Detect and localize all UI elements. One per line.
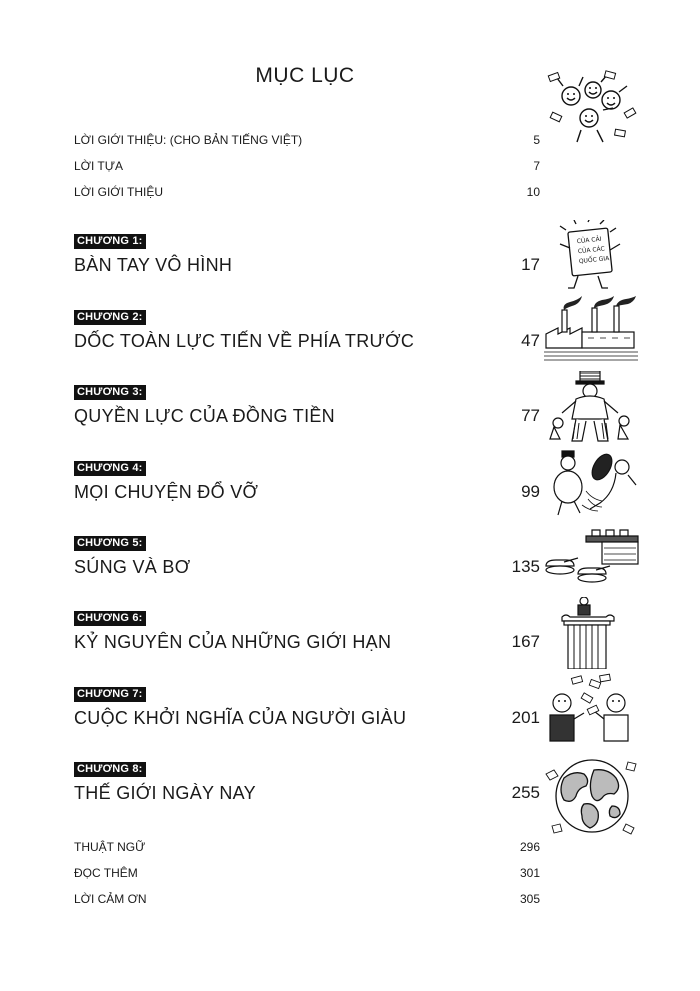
man-on-column-icon: [542, 597, 640, 669]
uncle-sam-giant-icon: [542, 371, 640, 443]
cheering-crowd-money-icon: [545, 70, 637, 150]
toc-entry-intro[interactable]: [74, 179, 540, 205]
toc-chapter-8[interactable]: [74, 762, 640, 832]
front-matter-list: [74, 127, 540, 205]
entry-page: 5: [533, 133, 540, 147]
chapter-label: CHƯƠNG 7:: [74, 687, 146, 702]
toc-entry-further-reading[interactable]: [74, 860, 540, 886]
factory-smokestacks-icon: [542, 296, 640, 368]
chapter-label: CHƯƠNG 3:: [74, 385, 146, 400]
toc-title: MỤC LỤC: [255, 64, 355, 87]
entry-page: 301: [519, 866, 540, 880]
entry-title: LỜI GIỚI THIỆU: (CHO BẢN TIẾNG VIỆT): [74, 133, 303, 147]
entry-title: THUẬT NGỮ: [74, 840, 146, 854]
chapter-label: CHƯƠNG 5:: [74, 536, 146, 551]
tanks-conveyor-icon: [542, 522, 640, 594]
chapter-title: THẾ GIỚI NGÀY NAY: [74, 783, 256, 803]
chapter-page: 47: [521, 331, 540, 350]
toc-chapter-5[interactable]: [74, 536, 640, 606]
entry-page: 10: [526, 185, 540, 199]
entry-title: LỜI GIỚI THIỆU: [74, 185, 164, 199]
chapter-title: CUỘC KHỞI NGHĨA CỦA NGƯỜI GIÀU: [74, 708, 407, 728]
toc-entry-glossary[interactable]: [74, 834, 540, 860]
entry-page: 7: [533, 159, 540, 173]
chapter-label: CHƯƠNG 6:: [74, 611, 146, 626]
rich-men-money-icon: [542, 673, 640, 745]
chapter-title: MỌI CHUYỆN ĐỔ VỠ: [74, 482, 259, 502]
chapter-label: CHƯƠNG 1:: [74, 234, 146, 249]
book-text-line-3: QUỐC GIA: [578, 255, 610, 266]
entry-title: LỜI CẢM ƠN: [74, 892, 147, 906]
chapter-title: SÚNG VÀ BƠ: [74, 557, 191, 577]
book-text-line-2: CỦA CÁC: [577, 245, 606, 256]
back-matter-list: [74, 834, 540, 912]
chapter-label: CHƯƠNG 8:: [74, 762, 146, 777]
chapter-title: DỐC TOÀN LỰC TIẾN VỀ PHÍA TRƯỚC: [74, 331, 415, 351]
globe-icon: [542, 756, 640, 838]
chapter-page: 17: [521, 255, 540, 274]
chapter-page: 255: [511, 783, 540, 802]
chapter-page: 167: [511, 632, 540, 651]
book-text-line-1: CỦA CẢI: [576, 235, 602, 246]
chapter-page: 99: [521, 482, 540, 501]
chapter-page: 77: [521, 406, 540, 425]
book-with-legs-icon: [542, 220, 640, 292]
toc-entry-acknowledgements[interactable]: [74, 886, 540, 912]
toc-chapter-2[interactable]: [74, 310, 640, 380]
chapter-label: CHƯƠNG 2:: [74, 310, 146, 325]
chapter-title: KỶ NGUYÊN CỦA NHỮNG GIỚI HẠN: [74, 632, 392, 652]
chapter-page: 201: [511, 708, 540, 727]
entry-title: LỜI TỰA: [74, 159, 123, 173]
entry-title: ĐỌC THÊM: [74, 866, 138, 880]
chapter-label: CHƯƠNG 4:: [74, 461, 146, 476]
chapter-title: QUYỀN LỰC CỦA ĐỒNG TIỀN: [74, 406, 335, 426]
entry-page: 305: [519, 892, 540, 906]
toc-chapter-1[interactable]: [74, 234, 640, 304]
toc-entry-intro-vn[interactable]: [74, 127, 540, 153]
chapter-page: 135: [511, 557, 540, 576]
entry-page: 296: [519, 840, 540, 854]
toc-chapter-6[interactable]: [74, 611, 640, 681]
chapter-title: BÀN TAY VÔ HÌNH: [74, 255, 233, 275]
toc-chapter-7[interactable]: [74, 687, 640, 757]
kicking-men-icon: [542, 447, 640, 519]
toc-entry-preface[interactable]: [74, 153, 540, 179]
toc-chapter-4[interactable]: [74, 461, 640, 531]
toc-chapter-3[interactable]: [74, 385, 640, 455]
